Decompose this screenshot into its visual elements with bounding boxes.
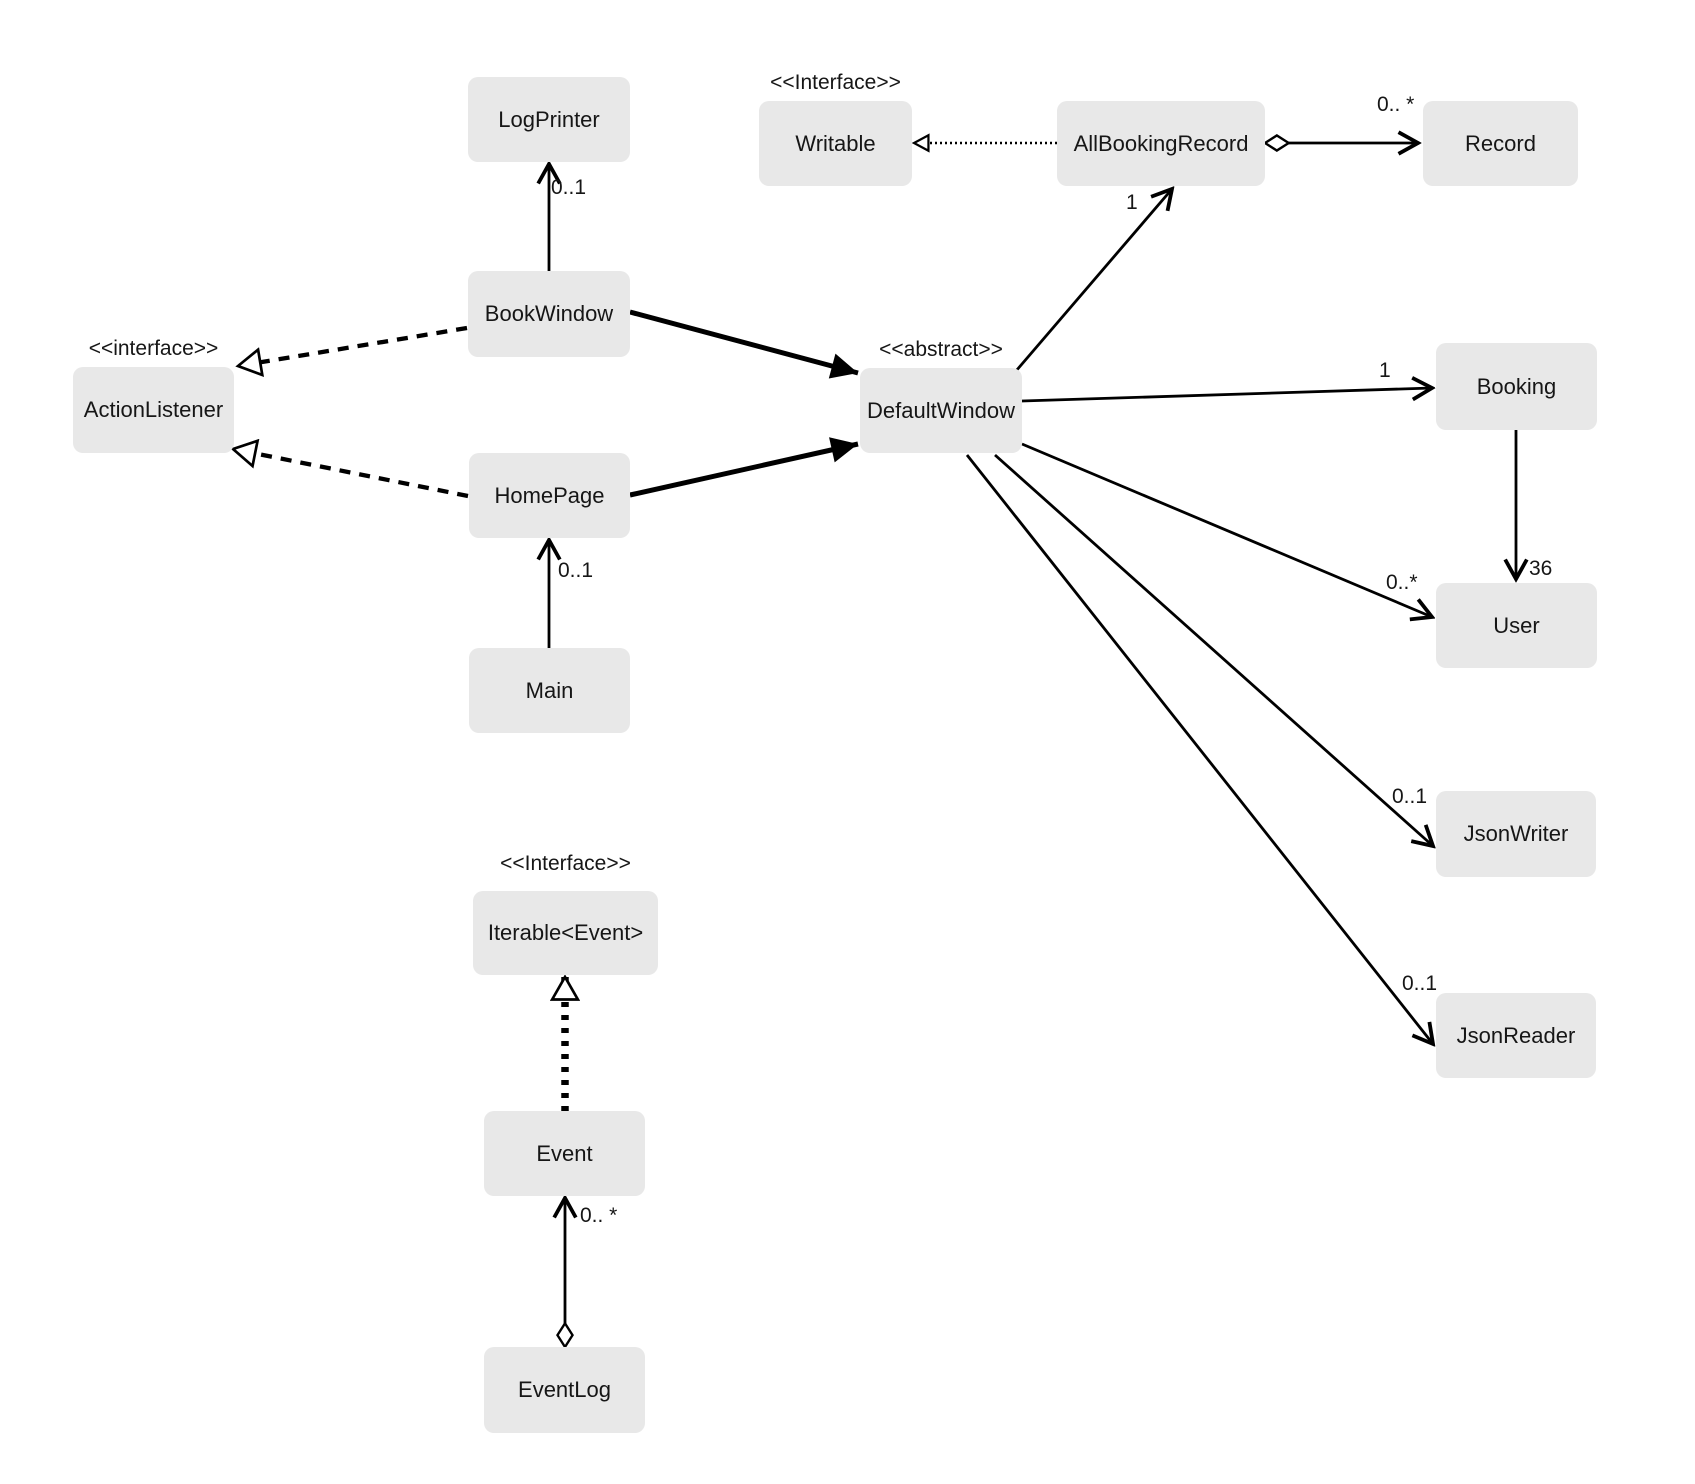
stereotype-defaultwindow: <<abstract>>	[879, 338, 1003, 361]
class-name-allbookingrecord: AllBookingRecord	[1073, 130, 1249, 156]
class-name-homepage: HomePage	[494, 482, 605, 508]
edge-homepage-actionlistener	[233, 449, 468, 496]
class-box-actionlistener	[73, 367, 234, 453]
class-box-writable	[759, 101, 912, 186]
class-name-actionlistener: ActionListener	[83, 397, 224, 422]
edge-label-booking-user: 36	[1529, 557, 1553, 580]
edge-label-defaultwindow-allbookingrecord: 1	[1126, 191, 1138, 214]
edge-defaultwindow-jsonwriter	[995, 455, 1433, 846]
edge-label-main-homepage: 0..1	[558, 559, 594, 582]
class-box-eventlog	[484, 1347, 645, 1433]
class-name-logprinter: LogPrinter	[498, 106, 600, 132]
class-name-writable: Writable	[795, 130, 876, 156]
edge-defaultwindow-allbookingrecord	[1016, 189, 1172, 371]
stereotype-iterable: <<Interface>>	[500, 852, 631, 875]
edge-bookwindow-actionlistener	[238, 328, 467, 366]
edge-homepage-defaultwindow	[630, 444, 858, 495]
class-name-defaultwindow: DefaultWindow	[867, 397, 1015, 423]
class-box-allbookingrecord	[1057, 101, 1265, 186]
class-box-iterable	[473, 891, 658, 975]
class-name-jsonreader: JsonReader	[1456, 1022, 1576, 1048]
edge-label-allbookingrecord-record: 0.. *	[1377, 93, 1415, 116]
edge-label-bookwindow-logprinter: 0..1	[551, 176, 587, 199]
stereotype-writable: <<Interface>>	[770, 71, 901, 94]
class-name-main: Main	[525, 677, 574, 703]
class-name-bookwindow: BookWindow	[484, 301, 614, 326]
edge-label-eventlog-event: 0.. *	[580, 1204, 618, 1227]
edge-label-defaultwindow-booking: 1	[1379, 359, 1391, 382]
class-name-jsonwriter: JsonWriter	[1463, 821, 1569, 846]
class-box-logprinter	[468, 77, 630, 162]
class-box-bookwindow	[468, 271, 630, 357]
class-name-user: User	[1493, 612, 1540, 638]
class-box-main	[469, 648, 630, 733]
edge-defaultwindow-booking	[1022, 388, 1432, 401]
class-box-homepage	[469, 453, 630, 538]
edge-defaultwindow-jsonreader	[967, 455, 1433, 1044]
class-name-event: Event	[536, 1140, 593, 1166]
edge-bookwindow-defaultwindow	[630, 312, 858, 373]
edge-label-defaultwindow-jsonreader: 0..1	[1402, 972, 1438, 995]
edge-label-defaultwindow-user: 0..*	[1386, 571, 1418, 594]
class-name-booking: Booking	[1476, 373, 1557, 399]
class-box-jsonwriter	[1436, 791, 1596, 877]
class-box-jsonreader	[1436, 993, 1596, 1078]
class-box-booking	[1436, 343, 1597, 430]
edge-defaultwindow-user	[1022, 444, 1432, 617]
class-box-record	[1423, 101, 1578, 186]
stereotype-actionlistener: <<interface>>	[88, 337, 219, 360]
class-name-record: Record	[1465, 130, 1536, 156]
edge-label-defaultwindow-jsonwriter: 0..1	[1392, 785, 1428, 808]
class-box-user	[1436, 583, 1597, 668]
class-name-eventlog: EventLog	[518, 1377, 611, 1402]
class-name-iterable: Iterable<Event>	[487, 920, 644, 945]
class-box-event	[484, 1111, 645, 1196]
class-box-defaultwindow	[860, 368, 1022, 453]
